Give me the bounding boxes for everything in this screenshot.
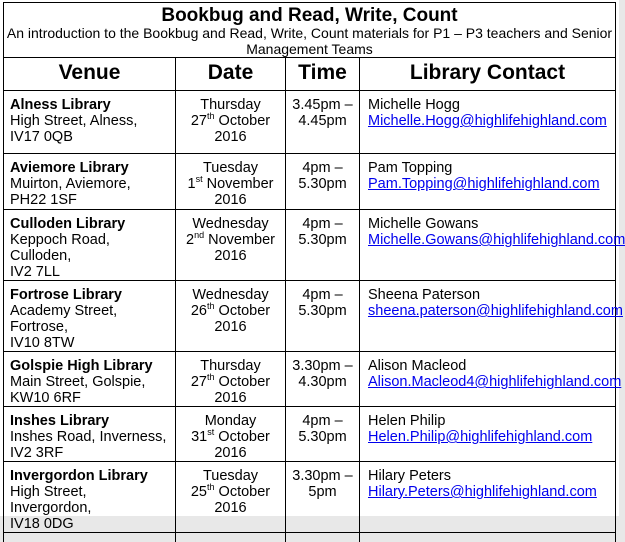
partial-cell: [176, 533, 286, 542]
date-cell: [176, 407, 286, 462]
date-weekday: Thursday: [200, 97, 261, 113]
venue-postcode: IV10 8TW: [10, 335, 75, 351]
time-start: 4pm –: [302, 160, 343, 176]
date-ordinal: nd: [194, 230, 205, 241]
date-day-month: [176, 484, 285, 500]
partial-cell: [4, 533, 176, 542]
date-day: 26: [190, 303, 207, 319]
venue-postcode: PH22 1SF: [10, 192, 77, 208]
table-body: [4, 3, 625, 542]
date-day-month: [176, 374, 285, 390]
time-end: 5.30pm: [298, 303, 347, 319]
contact-cell: [360, 407, 616, 462]
contact-name: Alison Macleod: [368, 358, 467, 374]
date-year: 2016: [214, 129, 247, 145]
partial-cell: [360, 533, 616, 542]
col-header-time: Time: [286, 58, 360, 91]
date-month: October: [218, 484, 271, 500]
venue-address-line1: Academy Street, Fortrose,: [10, 303, 118, 335]
table-row: [4, 154, 616, 210]
table-row: [4, 352, 616, 407]
date-ordinal: th: [207, 111, 215, 122]
venue-name: Culloden Library: [10, 216, 126, 232]
venue-postcode: IV17 0QB: [10, 129, 73, 145]
contact-cell: [360, 352, 622, 407]
time-cell: [286, 462, 360, 533]
date-ordinal: st: [207, 427, 215, 438]
time-end: 4.45pm: [298, 113, 347, 129]
date-month: October: [218, 113, 271, 129]
table-row: [4, 462, 616, 533]
date-year: 2016: [214, 319, 247, 335]
time-end: 4.30pm: [298, 374, 347, 390]
venue-name: Golspie High Library: [10, 358, 153, 374]
venue-postcode: IV2 3RF: [10, 445, 64, 461]
date-weekday: Monday: [204, 413, 257, 429]
email-link[interactable]: Helen.Philip@highlifehighland.com: [368, 429, 593, 445]
date-day-month: [176, 303, 285, 319]
partial-next-row: [4, 533, 616, 542]
venue-name: Invergordon Library: [10, 468, 148, 484]
time-start: 4pm –: [302, 287, 343, 303]
date-month: October: [218, 374, 271, 390]
table-row: [4, 407, 616, 462]
page-title: Bookbug and Read, Write, Count: [161, 5, 458, 26]
time-end: 5.30pm: [298, 429, 347, 445]
date-day: 25: [190, 484, 207, 500]
venue-postcode: KW10 6RF: [10, 390, 81, 406]
title-row: [4, 3, 616, 58]
time-end: 5pm: [308, 484, 337, 500]
date-day-month: [176, 113, 285, 129]
time-cell: [286, 210, 360, 281]
contact-name: Hilary Peters: [368, 468, 451, 484]
venue-name: Fortrose Library: [10, 287, 122, 303]
email-link[interactable]: Michelle.Hogg@highlifehighland.com: [368, 113, 607, 129]
date-day: 1: [187, 176, 196, 192]
schedule-table: [3, 2, 625, 542]
date-weekday: Tuesday: [202, 160, 259, 176]
time-cell: [286, 352, 360, 407]
date-year: 2016: [214, 390, 247, 406]
venue-postcode: IV2 7LL: [10, 264, 60, 280]
venue-address-line1: High Street, Alness,: [10, 113, 138, 129]
venue-cell: [4, 91, 176, 154]
date-ordinal: th: [207, 301, 215, 312]
partial-cell: [286, 533, 360, 542]
venue-address-line1: Muirton, Aviemore,: [10, 176, 131, 192]
date-day: 31: [191, 429, 208, 445]
date-month: November: [208, 232, 275, 248]
title-cell: [4, 3, 616, 58]
venue-address-line1: Keppoch Road, Culloden,: [10, 232, 110, 264]
time-cell: [286, 407, 360, 462]
venue-cell: [4, 352, 176, 407]
date-day-month: [176, 429, 285, 445]
date-weekday: Wednesday: [192, 216, 269, 232]
venue-name: Aviemore Library: [10, 160, 129, 176]
date-cell: [176, 91, 286, 154]
venue-address-line1: Main Street, Golspie,: [10, 374, 146, 390]
date-year: 2016: [214, 248, 247, 264]
col-header-contact: Library Contact: [360, 58, 616, 91]
venue-cell: [4, 462, 176, 533]
date-cell: [176, 154, 286, 210]
date-ordinal: th: [207, 372, 215, 383]
time-start: 4pm –: [302, 413, 343, 429]
table-row: [4, 281, 616, 352]
contact-name: Michelle Gowans: [368, 216, 479, 232]
date-cell: [176, 352, 286, 407]
date-month: October: [218, 429, 270, 445]
date-month: October: [218, 303, 271, 319]
date-weekday: Wednesday: [192, 287, 269, 303]
table-row: [4, 91, 616, 154]
time-start: 3.45pm –: [292, 97, 353, 113]
time-start: 3.30pm –: [292, 358, 353, 374]
date-year: 2016: [214, 445, 247, 461]
contact-name: Sheena Paterson: [368, 287, 481, 303]
venue-address-line1: Inshes Road, Inverness,: [10, 429, 167, 445]
venue-address-line1: High Street, Invergordon,: [10, 484, 92, 516]
time-cell: [286, 91, 360, 154]
time-cell: [286, 281, 360, 352]
date-day: 27: [190, 374, 207, 390]
time-cell: [286, 154, 360, 210]
date-year: 2016: [214, 500, 247, 516]
date-weekday: Thursday: [200, 358, 261, 374]
email-link[interactable]: Alison.Macleod4@highlifehighland.com: [368, 374, 622, 390]
contact-cell: [360, 91, 616, 154]
time-end: 5.30pm: [298, 232, 347, 248]
table-row: [4, 210, 616, 281]
contact-cell: [360, 281, 623, 352]
col-header-date: Date: [176, 58, 286, 91]
venue-cell: [4, 154, 176, 210]
date-day-month: [176, 176, 285, 192]
email-link[interactable]: Pam.Topping@highlifehighland.com: [368, 176, 600, 192]
header-row: [4, 58, 616, 91]
date-day: 2: [185, 232, 195, 248]
email-link[interactable]: sheena.paterson@highlifehighland.com: [368, 303, 623, 319]
contact-name: Michelle Hogg: [368, 97, 460, 113]
date-ordinal: th: [207, 482, 215, 493]
venue-cell: [4, 407, 176, 462]
date-cell: [176, 281, 286, 352]
venue-postcode: IV18 0DG: [10, 516, 74, 532]
venue-name: Inshes Library: [10, 413, 110, 429]
time-start: 3.30pm –: [292, 468, 353, 484]
venue-cell: [4, 281, 176, 352]
contact-cell: [360, 154, 616, 210]
email-link[interactable]: Michelle.Gowans@highlifehighland.com: [368, 232, 625, 248]
page-subtitle: An introduction to the Bookbug and Read, Write, Count materials for P1 – P3 teachers and Senior Management Teams: [6, 25, 613, 57]
contact-cell: [360, 210, 625, 281]
venue-name: Alness Library: [10, 97, 111, 113]
time-start: 4pm –: [302, 216, 343, 232]
date-ordinal: st: [195, 174, 203, 185]
contact-cell: [360, 462, 616, 533]
col-header-venue: Venue: [4, 58, 176, 91]
date-day: 27: [190, 113, 207, 129]
email-link[interactable]: Hilary.Peters@highlifehighland.com: [368, 484, 597, 500]
time-end: 5.30pm: [298, 176, 347, 192]
date-day-month: [176, 232, 285, 248]
date-weekday: Tuesday: [202, 468, 259, 484]
venue-cell: [4, 210, 176, 281]
date-year: 2016: [214, 192, 247, 208]
contact-name: Pam Topping: [368, 160, 453, 176]
contact-name: Helen Philip: [368, 413, 446, 429]
date-cell: [176, 210, 286, 281]
date-cell: [176, 462, 286, 533]
date-month: November: [206, 176, 274, 192]
